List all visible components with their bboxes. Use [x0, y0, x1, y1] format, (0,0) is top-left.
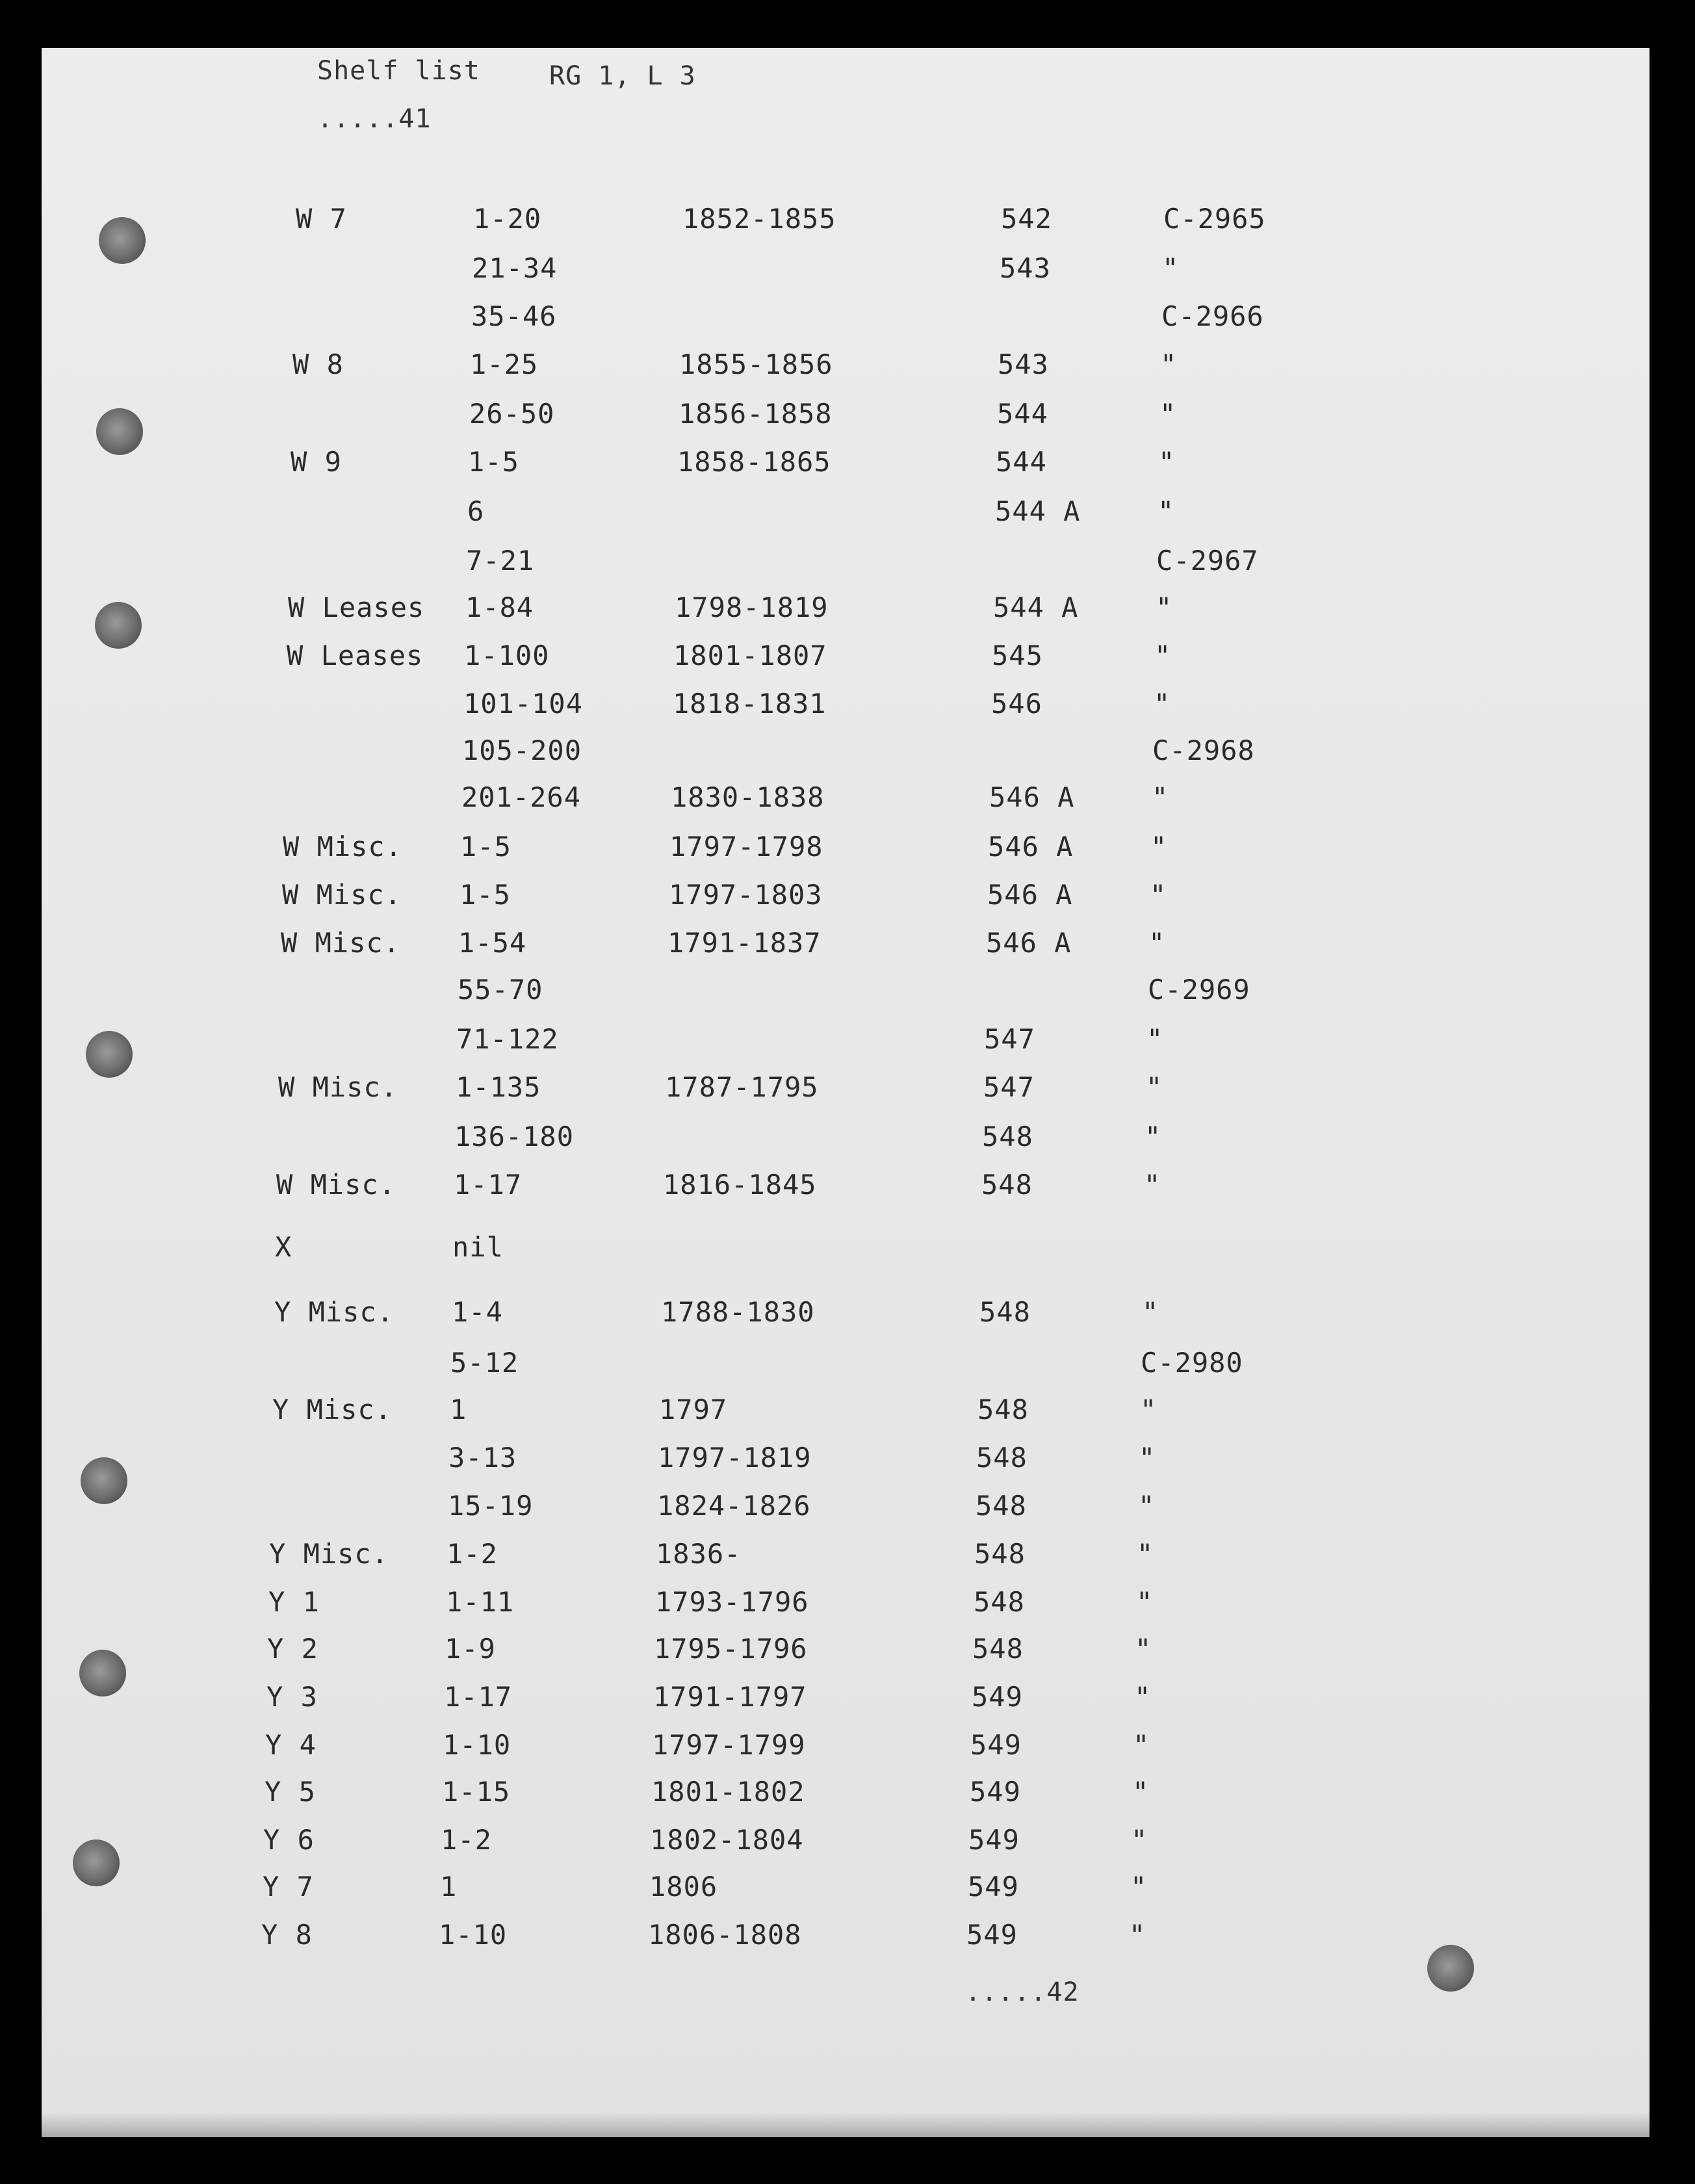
reel-cell: "	[1150, 879, 1167, 911]
punch-hole	[81, 1457, 127, 1504]
items-cell: 1-20	[473, 203, 542, 235]
volume-cell: 548	[974, 1586, 1025, 1618]
items-cell: 1-100	[464, 640, 550, 671]
reel-cell: "	[1137, 1538, 1154, 1570]
series-cell: Y Misc.	[272, 1394, 393, 1425]
items-cell: 1-10	[443, 1729, 511, 1761]
reel-cell: C-2966	[1161, 300, 1264, 332]
volume-cell: 546 A	[986, 927, 1072, 959]
series-cell: W Misc.	[281, 927, 401, 959]
dates-cell: 1806	[649, 1871, 718, 1903]
volume-cell: 543	[1000, 252, 1051, 284]
items-cell: 1-5	[459, 879, 511, 911]
next-page-reference: .....42	[965, 1977, 1080, 2007]
volume-cell: 549	[966, 1919, 1018, 1951]
dates-cell: 1797	[659, 1394, 728, 1425]
dates-cell: 1801-1807	[673, 640, 827, 671]
items-cell: 1-2	[441, 1824, 492, 1856]
items-cell: 101-104	[463, 688, 584, 720]
volume-cell: 544	[996, 446, 1047, 478]
dates-cell: 1816-1845	[663, 1169, 817, 1201]
volume-cell: 547	[984, 1023, 1035, 1055]
items-cell: 55-70	[458, 974, 543, 1006]
series-cell: W Misc.	[282, 879, 402, 911]
reel-cell: "	[1160, 348, 1178, 380]
series-cell: Y 7	[263, 1871, 314, 1903]
items-cell: 1-5	[460, 831, 511, 863]
reel-cell: "	[1138, 1490, 1156, 1522]
dates-cell: 1852-1855	[682, 203, 836, 235]
dates-cell: 1806-1808	[648, 1919, 802, 1951]
volume-cell: 548	[981, 1169, 1033, 1201]
reel-cell: "	[1146, 1071, 1163, 1103]
items-cell: 3-13	[448, 1442, 517, 1474]
reel-cell: "	[1130, 1871, 1148, 1903]
items-cell: 35-46	[471, 300, 557, 332]
dates-cell: 1797-1799	[652, 1729, 806, 1761]
reel-cell: "	[1131, 1824, 1148, 1856]
volume-cell: 545	[992, 640, 1043, 671]
reel-cell: "	[1158, 446, 1176, 478]
series-cell: Y 5	[265, 1776, 316, 1808]
series-cell: Y 1	[268, 1586, 320, 1618]
volume-cell: 548	[976, 1490, 1027, 1522]
items-cell: 15-19	[448, 1490, 534, 1522]
dates-cell: 1795-1796	[654, 1633, 808, 1665]
volume-cell: 544	[997, 398, 1048, 430]
record-group-label: RG 1, L 3	[549, 61, 696, 91]
reel-cell: "	[1159, 398, 1177, 430]
punch-hole	[73, 1840, 120, 1886]
items-cell: 1-135	[456, 1071, 541, 1103]
dates-cell: 1797-1819	[658, 1442, 812, 1474]
reel-cell: "	[1162, 252, 1180, 284]
volume-cell: 549	[968, 1871, 1019, 1903]
punch-hole	[1427, 1945, 1474, 1992]
items-cell: 105-200	[462, 734, 582, 766]
items-cell: 1-17	[444, 1681, 513, 1713]
dates-cell: 1836-	[656, 1538, 742, 1570]
items-cell: 26-50	[469, 398, 555, 430]
reel-cell: C-2965	[1163, 203, 1266, 235]
dates-cell: 1818-1831	[673, 688, 827, 720]
punch-hole	[99, 217, 146, 264]
reel-cell: "	[1134, 1681, 1152, 1713]
volume-cell: 548	[976, 1442, 1028, 1474]
volume-cell: 546 A	[989, 781, 1075, 813]
dates-cell: 1793-1796	[655, 1586, 809, 1618]
shelf-list-title: Shelf list	[317, 56, 480, 86]
dates-cell: 1787-1795	[665, 1071, 819, 1103]
items-cell: 1-25	[470, 348, 539, 380]
dates-cell: 1830-1838	[671, 781, 825, 813]
items-cell: 1-54	[458, 927, 527, 959]
reel-cell: "	[1156, 592, 1173, 623]
items-cell: 21-34	[472, 252, 558, 284]
items-cell: 136-180	[454, 1121, 575, 1152]
reel-cell: C-2969	[1148, 974, 1250, 1006]
series-cell: W 8	[292, 348, 344, 380]
dates-cell: 1855-1856	[679, 348, 833, 380]
dates-cell: 1824-1826	[657, 1490, 811, 1522]
reel-cell: "	[1139, 1442, 1156, 1474]
volume-cell: 544 A	[993, 592, 1079, 623]
items-cell: nil	[452, 1231, 504, 1263]
punch-hole	[86, 1031, 133, 1078]
items-cell: 1-5	[468, 446, 519, 478]
dates-cell: 1791-1837	[667, 927, 822, 959]
dates-cell: 1801-1802	[651, 1776, 805, 1808]
volume-cell: 548	[974, 1538, 1026, 1570]
dates-cell: 1858-1865	[677, 446, 831, 478]
punch-hole	[95, 602, 142, 649]
series-cell: X	[275, 1231, 292, 1263]
volume-cell: 549	[972, 1681, 1023, 1713]
dates-cell: 1797-1803	[669, 879, 823, 911]
volume-cell: 547	[983, 1071, 1035, 1103]
volume-cell: 548	[972, 1633, 1024, 1665]
reel-cell: C-2967	[1156, 545, 1259, 577]
reel-cell: C-2980	[1141, 1347, 1243, 1379]
series-cell: Y Misc.	[269, 1538, 389, 1570]
punch-hole	[96, 408, 143, 455]
items-cell: 1	[450, 1394, 467, 1425]
volume-cell: 544 A	[995, 495, 1081, 527]
volume-cell: 548	[982, 1121, 1033, 1152]
reel-cell: "	[1154, 688, 1171, 720]
volume-cell: 548	[977, 1394, 1029, 1425]
series-cell: Y 3	[266, 1681, 318, 1713]
volume-cell: 546 A	[987, 879, 1073, 911]
dates-cell: 1788-1830	[661, 1296, 815, 1328]
volume-cell: 546 A	[988, 831, 1074, 863]
items-cell: 1-9	[445, 1633, 496, 1665]
series-cell: W Leases	[287, 640, 424, 671]
items-cell: 1	[440, 1871, 458, 1903]
reel-cell: "	[1132, 1776, 1150, 1808]
dates-cell: 1798-1819	[675, 592, 829, 623]
series-cell: W Misc.	[278, 1071, 398, 1103]
dates-cell: 1802-1804	[650, 1824, 804, 1856]
items-cell: 1-15	[442, 1776, 511, 1808]
series-cell: Y 4	[265, 1729, 317, 1761]
dates-cell: 1791-1797	[653, 1681, 807, 1713]
reel-cell: "	[1145, 1121, 1162, 1152]
series-cell: W Misc.	[283, 831, 403, 863]
volume-cell: 548	[979, 1296, 1031, 1328]
items-cell: 7-21	[466, 545, 535, 577]
volume-cell: 549	[970, 1729, 1022, 1761]
reel-cell: "	[1144, 1169, 1161, 1201]
volume-cell: 549	[970, 1776, 1021, 1808]
punch-hole	[79, 1650, 126, 1696]
reel-cell: "	[1136, 1586, 1154, 1618]
reel-cell: "	[1133, 1729, 1150, 1761]
series-cell: Y 6	[263, 1824, 315, 1856]
reel-cell: "	[1135, 1633, 1152, 1665]
series-cell: Y 2	[267, 1633, 318, 1665]
reel-cell: "	[1158, 495, 1175, 527]
page-reference: .....41	[317, 104, 432, 134]
volume-cell: 543	[998, 348, 1049, 380]
series-cell: W 7	[296, 203, 347, 235]
volume-cell: 546	[991, 688, 1042, 720]
series-cell: W 9	[291, 446, 342, 478]
reel-cell: "	[1154, 640, 1172, 671]
series-cell: Y 8	[261, 1919, 313, 1951]
series-cell: Y Misc.	[274, 1296, 395, 1328]
volume-cell: 542	[1001, 203, 1052, 235]
items-cell: 1-4	[452, 1296, 503, 1328]
items-cell: 1-17	[454, 1169, 523, 1201]
items-cell: 201-264	[461, 781, 582, 813]
reel-cell: "	[1150, 831, 1168, 863]
items-cell: 1-84	[465, 592, 534, 623]
series-cell: W Leases	[288, 592, 425, 623]
series-cell: W Misc.	[276, 1169, 396, 1201]
items-cell: 1-11	[446, 1586, 515, 1618]
reel-cell: "	[1142, 1296, 1159, 1328]
reel-cell: "	[1146, 1023, 1164, 1055]
reel-cell: "	[1152, 781, 1169, 813]
page-edge-shadow	[42, 2112, 1650, 2137]
reel-cell: "	[1140, 1394, 1158, 1425]
items-cell: 5-12	[450, 1347, 519, 1379]
items-cell: 1-2	[446, 1538, 498, 1570]
items-cell: 71-122	[456, 1023, 559, 1055]
items-cell: 1-10	[439, 1919, 508, 1951]
volume-cell: 549	[968, 1824, 1020, 1856]
dates-cell: 1797-1798	[669, 831, 823, 863]
dates-cell: 1856-1858	[679, 398, 833, 430]
reel-cell: "	[1148, 927, 1166, 959]
reel-cell: C-2968	[1152, 734, 1255, 766]
items-cell: 6	[467, 495, 485, 527]
reel-cell: "	[1129, 1919, 1146, 1951]
